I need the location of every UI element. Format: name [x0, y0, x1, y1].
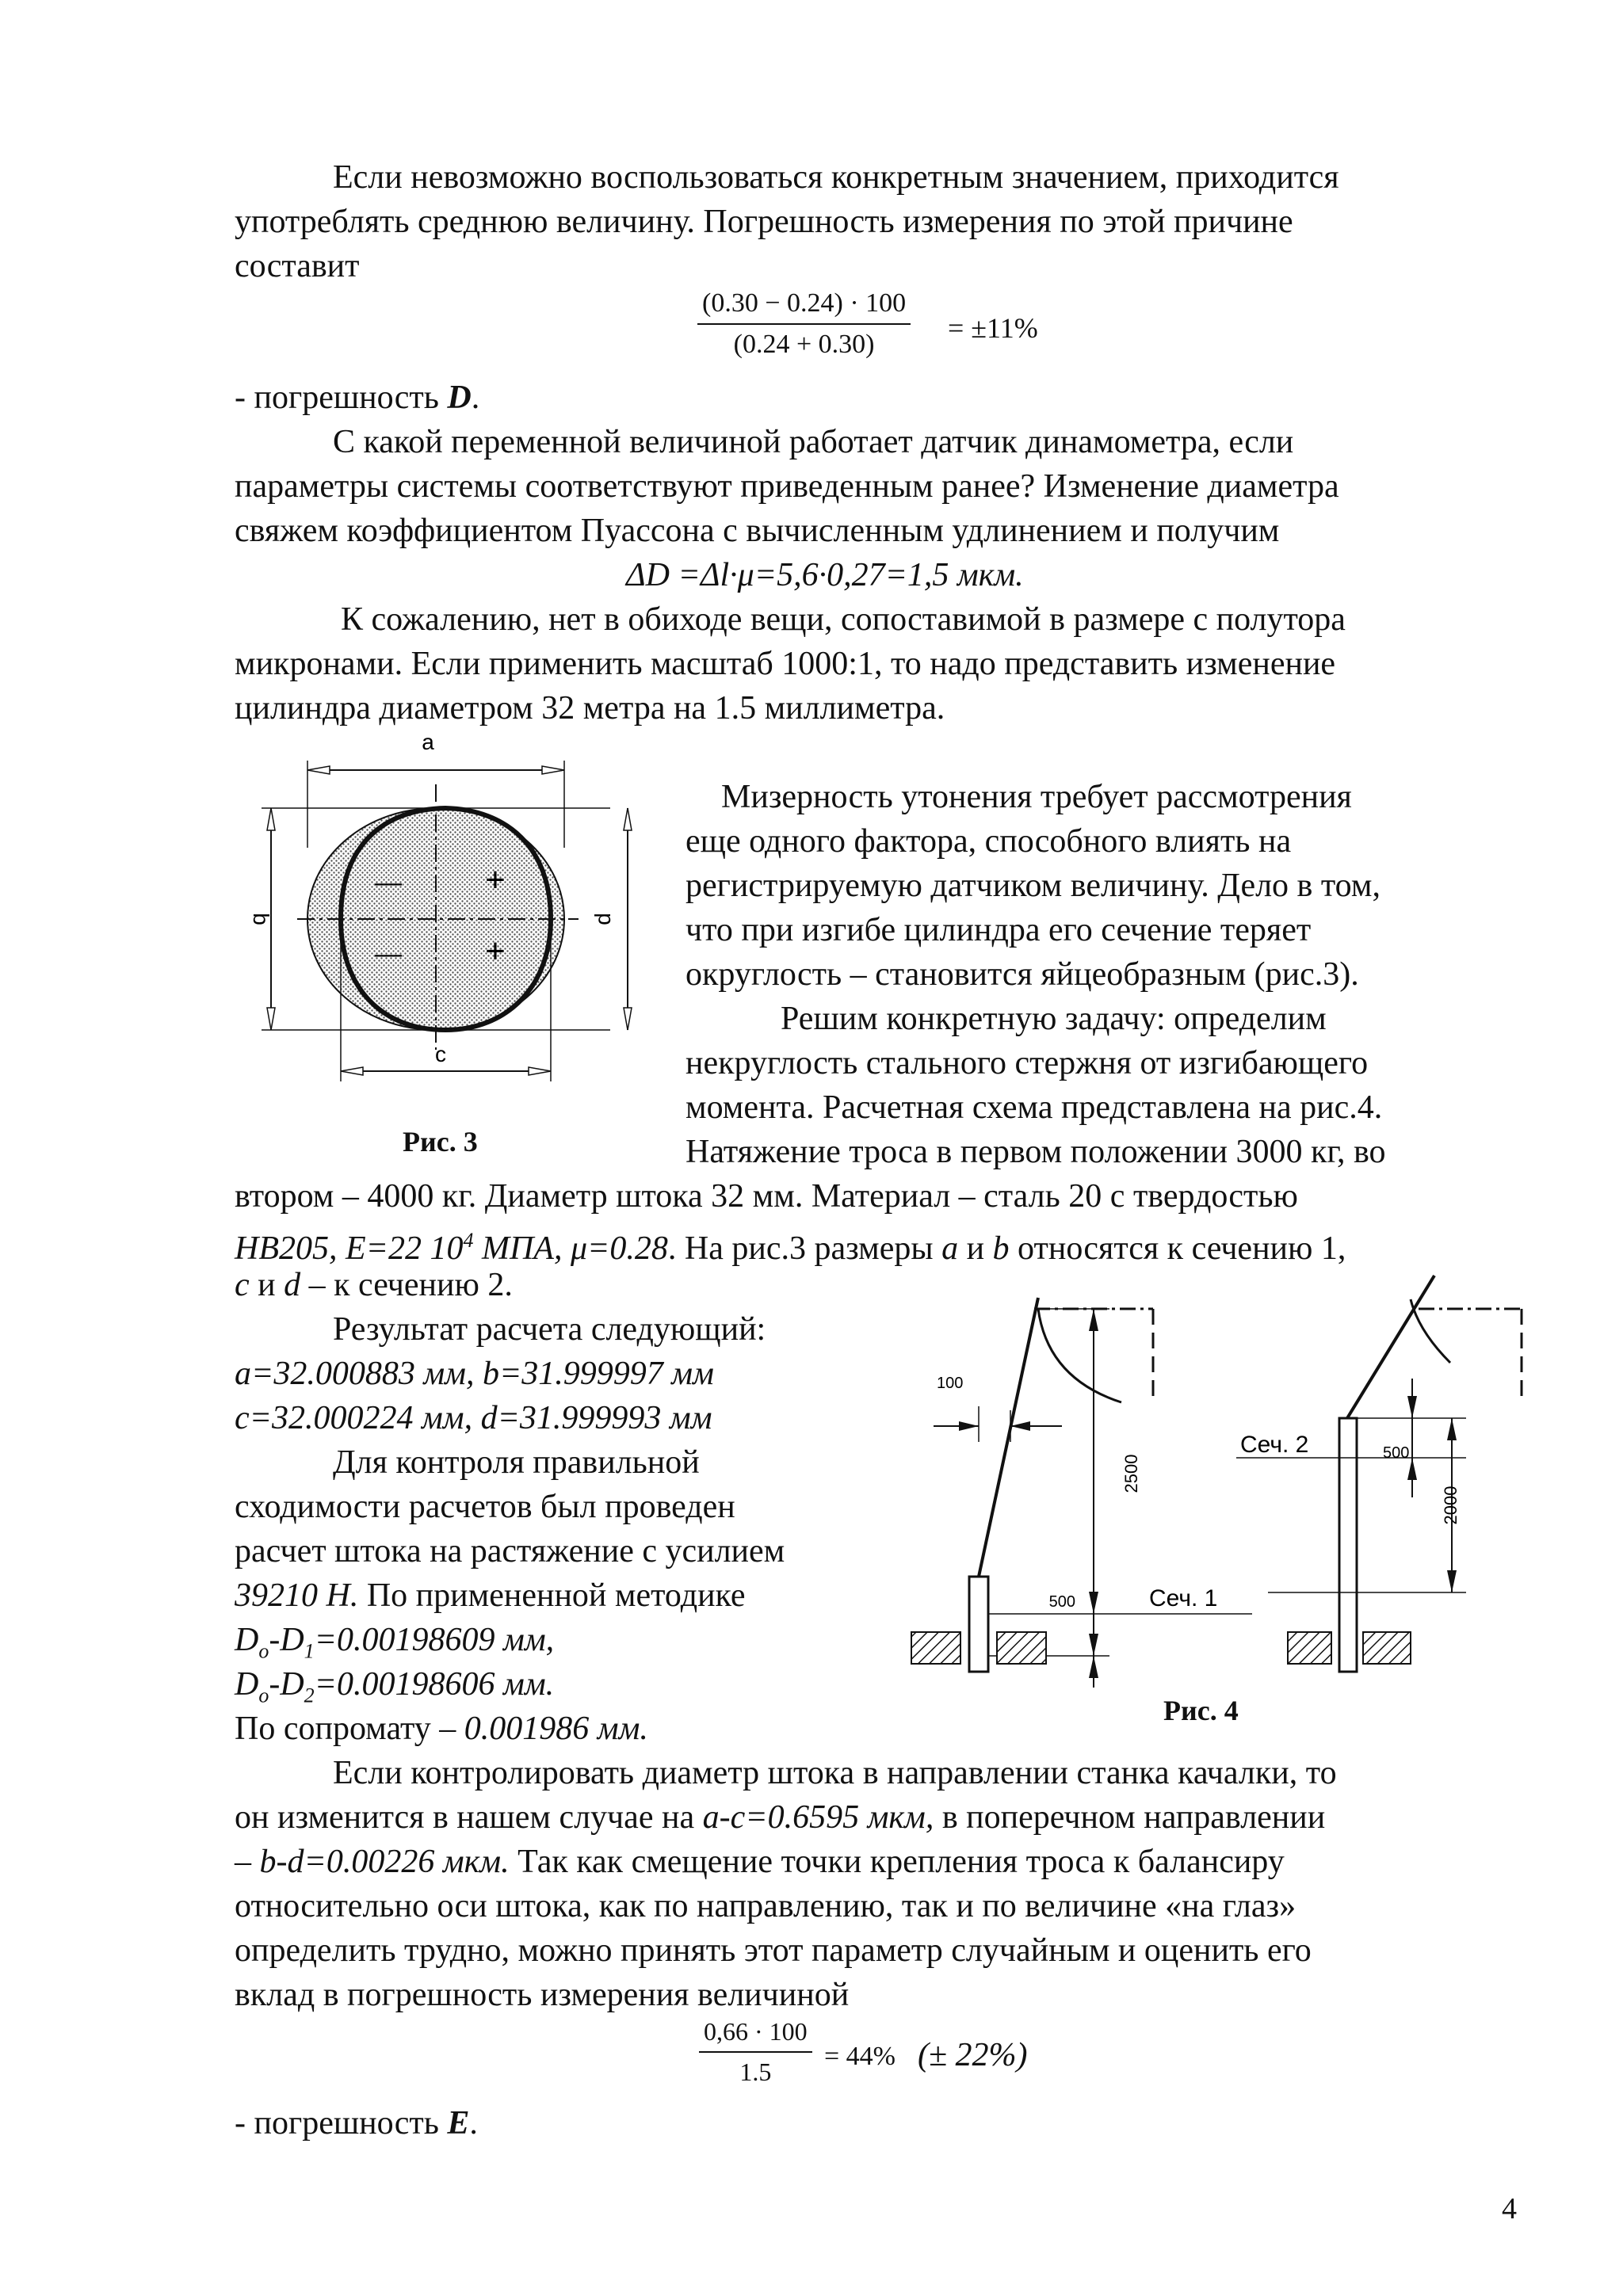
p2-formula: ΔD =Δl·μ=5,6·0,27=1,5 мкм.: [626, 557, 1024, 593]
p3-line1: К сожалению, нет в обиходе вещи, сопоставимой в размере с полутора: [341, 601, 1346, 638]
p7-line4-force: 39210 Н.: [235, 1577, 359, 1614]
p7-line5-sub2: 1: [304, 1639, 315, 1663]
fig3-plus-bottom: +: [485, 932, 506, 971]
figure-4-diagram: [896, 1260, 1545, 1703]
error-d-suffix: .: [471, 379, 480, 416]
p1-line1: Если невозможно воспользоваться конкретным значением, приходится: [333, 159, 1339, 196]
p8-line3-value: b-d=0.00226 мкм.: [259, 1844, 510, 1880]
error-d-prefix: - погрешность: [235, 379, 448, 416]
figure-4-caption: Рис. 4: [1163, 1695, 1239, 1726]
p7-line5-value: =0.00198609 мм,: [314, 1622, 555, 1658]
p7-line4: [235, 1573, 746, 1618]
fig4-dim-500-right: 500: [1383, 1444, 1410, 1462]
p2-line2: параметры системы соответствуют приведенным ранее? Изменение диаметра: [235, 468, 1339, 505]
p1-line3: составит: [235, 248, 360, 284]
p5-line6-b: b: [992, 1230, 1010, 1267]
p7-line6-sub1: o: [258, 1684, 269, 1707]
fig4-dim-2000: 2000: [1441, 1486, 1461, 1525]
p7-line5-d2: -D: [269, 1622, 304, 1658]
p5-line7-and: и: [249, 1267, 285, 1303]
p8-line2-text: он изменится в нашем случае на: [235, 1799, 703, 1836]
fig3-label-c: c: [435, 1042, 446, 1066]
p7-line7-value: 0.001986 мм.: [464, 1711, 648, 1747]
p7-line4-text: По примененной методике: [358, 1577, 746, 1614]
fig3-plus-top: +: [485, 860, 506, 899]
p6-line2: a=32.000883 мм, b=31.999997 мм: [235, 1356, 714, 1392]
p5-line6-and: и: [958, 1230, 993, 1267]
p5-line3: момента. Расчетная схема представлена на рис.4.: [685, 1089, 1383, 1126]
fig4-dim-500-left: 500: [1048, 1593, 1075, 1611]
fig3-minus-bottom: —: [375, 939, 402, 969]
p5-line6-exp: 4: [463, 1229, 474, 1252]
p7-line7: [235, 1707, 648, 1751]
p8-line4: относительно оси штока, как по направлению, так и по величине «на глаз»: [235, 1888, 1296, 1924]
p7-line5-d: D: [235, 1622, 259, 1658]
p5-line2: некруглость стального стержня от изгибающего: [685, 1045, 1369, 1081]
p8-line1: Если контролировать диаметр штока в направлении станка качалки, то: [333, 1755, 1337, 1791]
fig3-label-a: a: [422, 730, 434, 754]
p5-line6-text2: относятся к сечению 1,: [1009, 1230, 1346, 1267]
p4-line3: регистрируемую датчиком величину. Дело в том,: [685, 868, 1381, 904]
p8-line3: [235, 1840, 1285, 1884]
p4-line2: еще одного фактора, способного влиять на: [685, 823, 1292, 860]
p2-line1: С какой переменной величиной работает датчик динамометра, если: [333, 424, 1294, 460]
p7-line6-value: =0.00198606 мм.: [314, 1666, 555, 1703]
formula-1-numerator: (0.30 − 0.24) · 100: [697, 288, 911, 325]
fig4-dim-2500: 2500: [1121, 1454, 1141, 1493]
p7-line1: Для контроля правильной: [333, 1444, 700, 1481]
p8-line2: [235, 1795, 1325, 1840]
formula-2-result: = 44%: [824, 2042, 896, 2071]
p2-line3: свяжем коэффициентом Пуассона с вычисленным удлинением и получим: [235, 513, 1280, 549]
fig3-label-b: b: [249, 913, 273, 925]
figure-3-caption: Рис. 3: [403, 1126, 478, 1158]
fig3-label-d: d: [590, 913, 615, 925]
formula-1-result: = ±11%: [948, 312, 1038, 344]
error-e-letter: E: [447, 2105, 470, 2142]
figure-3-diagram: [238, 729, 650, 1101]
p7-line6-d: D: [235, 1666, 259, 1703]
p7-line3: расчет штока на растяжение с усилием: [235, 1533, 785, 1569]
fig3-minus-top: —: [375, 868, 402, 898]
p5-line7-d: d: [284, 1267, 301, 1303]
formula-1-fraction: [697, 288, 911, 360]
p3-line2: микронами. Если применить масштаб 1000:1, то надо представить изменение: [235, 646, 1336, 682]
p5-line7-text: – к сечению 2.: [300, 1267, 513, 1303]
p5-line6-params: HB205, E=22 10: [235, 1230, 464, 1267]
p8-line2-value: a-c=0.6595 мкм,: [702, 1799, 934, 1836]
p5-line6-units: МПА, μ=0.28: [473, 1230, 668, 1267]
p8-line3-text: Так как смещение точки крепления троса к балансиру: [509, 1844, 1285, 1880]
p7-line2: сходимости расчетов был проведен: [235, 1489, 735, 1525]
p8-line6: вклад в погрешность измерения величиной: [235, 1977, 850, 2013]
p5-line6-a: a: [941, 1230, 959, 1267]
formula-2-denominator: 1.5: [739, 2058, 772, 2086]
p5-line7: [235, 1263, 513, 1307]
p6-line3: c=32.000224 мм, d=31.999993 мм: [235, 1400, 712, 1436]
fig4-section-1: Сеч. 1: [1149, 1585, 1218, 1611]
formula-2-fraction: [699, 2017, 812, 2087]
p4-line5: округлость – становится яйцеобразным (рис.3).: [685, 956, 1359, 993]
p5-line4: Натяжение троса в первом положении 3000 кг, во: [685, 1134, 1386, 1170]
error-d-line: [235, 376, 479, 420]
page-number: 4: [1502, 2192, 1517, 2225]
p3-line3: цилиндра диаметром 32 метра на 1.5 миллиметра.: [235, 690, 945, 727]
p5-line6-text1: . На рис.3 размеры: [667, 1230, 942, 1267]
p6-line1: Результат расчета следующий:: [333, 1311, 766, 1348]
p4-line4: что при изгибе цилиндра его сечение теряет: [685, 912, 1312, 948]
p8-line3-dash: –: [235, 1844, 260, 1880]
p5-line5: втором – 4000 кг. Диаметр штока 32 мм. Материал – сталь 20 с твердостью: [235, 1178, 1298, 1215]
fig4-dim-100: 100: [937, 1375, 964, 1392]
p5-line1: Решим конкретную задачу: определим: [781, 1001, 1327, 1037]
fig4-section-2: Сеч. 2: [1240, 1432, 1309, 1458]
error-e-line: [235, 2101, 478, 2145]
formula-1-denominator: (0.24 + 0.30): [733, 330, 875, 359]
formula-2-extra: (± 22%): [918, 2037, 1028, 2073]
formula-2-numerator: 0,66 · 100: [699, 2017, 812, 2053]
p7-line6-sub2: 2: [304, 1684, 315, 1707]
p1-line2: употреблять среднюю величину. Погрешность измерения по этой причине: [235, 204, 1293, 240]
p7-line5-sub1: o: [258, 1639, 269, 1663]
p7-line7-text: По сопромату –: [235, 1711, 464, 1747]
p5-line7-c: c: [235, 1267, 250, 1303]
p8-line2-text2: в поперечном направлении: [934, 1799, 1326, 1836]
p8-line5: определить трудно, можно принять этот параметр случайным и оценить его: [235, 1932, 1312, 1969]
p7-line6-d2: -D: [269, 1666, 304, 1703]
error-e-suffix: .: [469, 2105, 478, 2142]
error-e-prefix: - погрешность: [235, 2105, 448, 2142]
error-d-letter: D: [447, 379, 472, 416]
p4-line1: Мизерность утонения требует рассмотрения: [721, 779, 1352, 815]
